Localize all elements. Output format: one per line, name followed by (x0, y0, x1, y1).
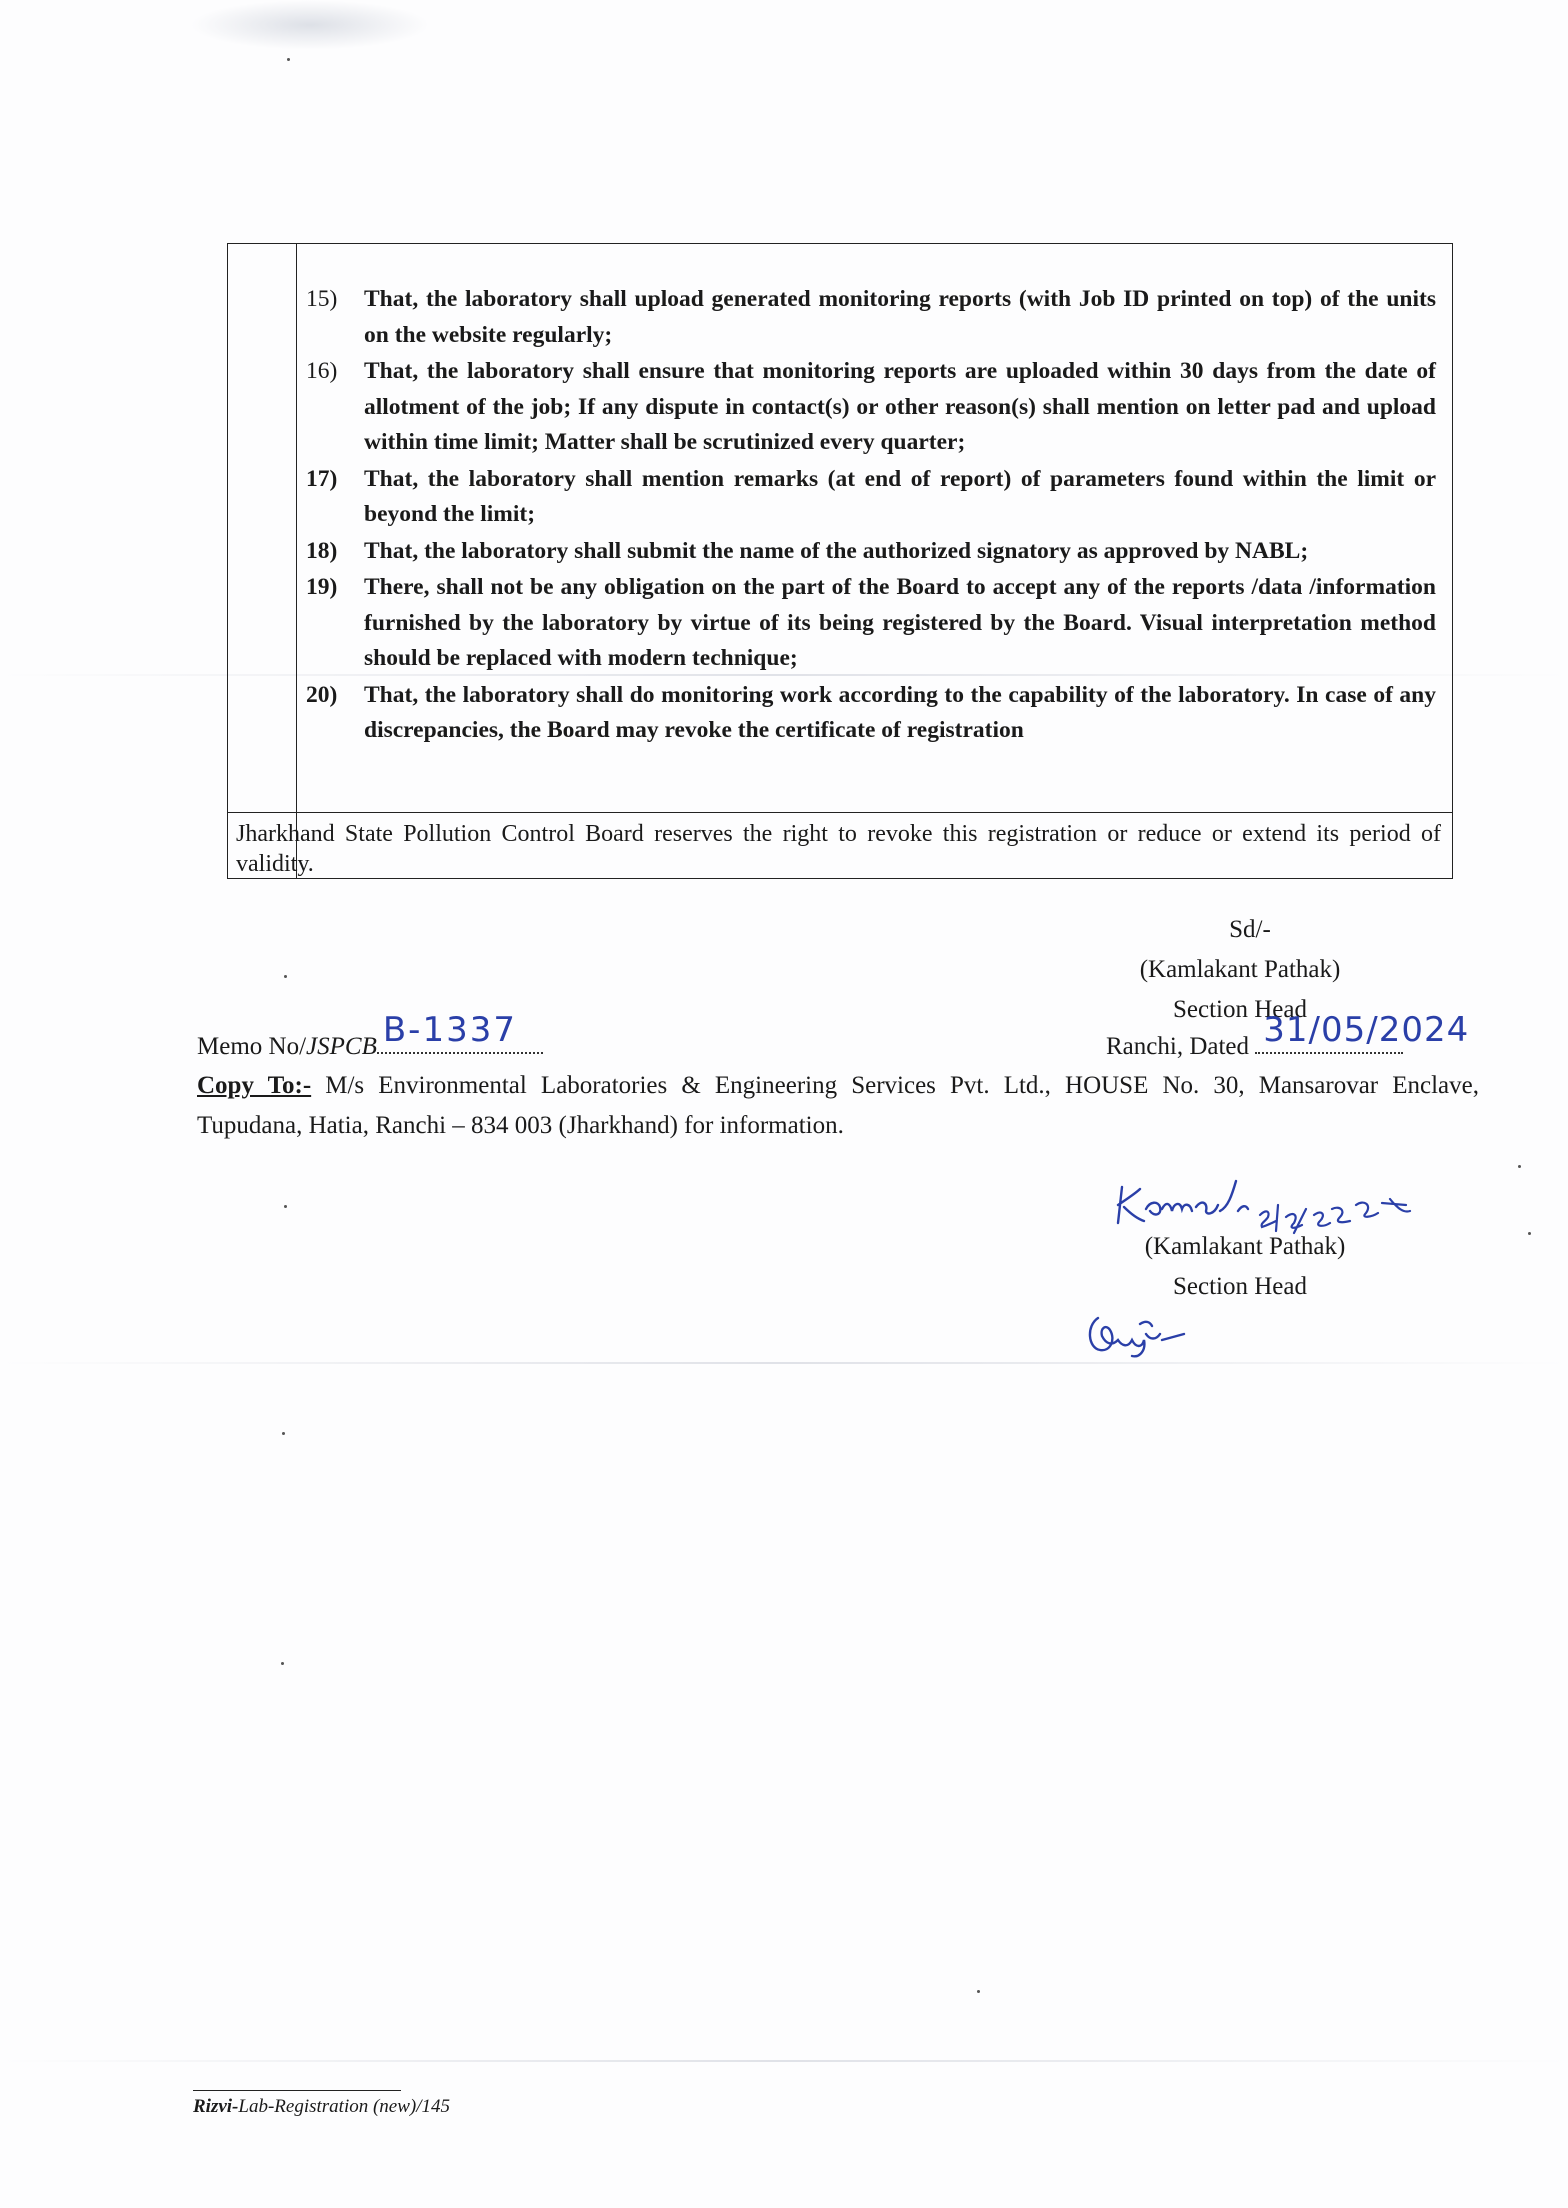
footer-reference (193, 2096, 450, 2118)
footer-ref: Lab-Registration (new)/145 (238, 2096, 451, 2117)
condition-text: That, the laboratory shall ensure that monitoring reports are uploaded within 30 days from the date of allotment of the job; If any dispute in contact(s) or other reason(s) shall mention on letter pad and upload within time limit; Matter shall be scrutinized every quarter; (364, 358, 1436, 455)
paper-fold (0, 2060, 1568, 2062)
condition-text: That, the laboratory shall submit the name of the authorized signatory as approved by NABL; (364, 537, 1309, 564)
scan-speck (284, 1205, 287, 1208)
copy-to-paragraph (197, 1066, 1479, 1146)
table-column-divider (296, 244, 297, 878)
condition-number: 15) (306, 286, 338, 312)
scan-speck (282, 1432, 285, 1435)
condition-number: 20) (306, 681, 338, 708)
condition-item (306, 354, 1436, 461)
condition-item (306, 462, 1436, 533)
copy-to-label: Copy To:- (197, 1072, 312, 1099)
scan-speck (977, 1990, 980, 1993)
paper-shade (190, 0, 430, 50)
scan-speck (1518, 1165, 1521, 1168)
footer-rule (193, 2090, 401, 2091)
memo-number-line (197, 1010, 543, 1065)
handwritten-initials (1080, 1300, 1190, 1370)
signatory-name: (Kamlakant Pathak) (1139, 956, 1341, 983)
signatory-designation: Section Head (1173, 996, 1307, 1023)
scan-speck (287, 58, 290, 61)
condition-number: 17) (306, 465, 338, 492)
memo-number-field (377, 1010, 543, 1054)
dated-prefix: Ranchi, Dated (1106, 1033, 1256, 1060)
copy-to-text: M/s Environmental Laboratories & Engineering Services Pvt. Ltd., HOUSE No. 30, Mansarovar Enclave, Tupudana, Hatia, Ranchi – 834 003 (Jharkhand) for information. (197, 1072, 1479, 1139)
dated-line (1106, 1010, 1470, 1065)
date-handwritten: 31/05/2024 (1263, 1010, 1470, 1050)
signatory-designation-2: Section Head (1173, 1273, 1307, 1300)
condition-item (306, 534, 1436, 570)
scan-speck (1528, 1232, 1531, 1235)
condition-number: 19) (306, 574, 338, 600)
table-row-divider (228, 812, 1452, 813)
condition-text: There, shall not be any obligation on the part of the Board to accept any of the reports /data /information furnished by the laboratory by virtue of its being registered by the Board. Visual interpretation method should be replaced with modern technique; (364, 574, 1436, 671)
sd-mark: Sd/- (1229, 916, 1271, 943)
memo-office: JSPCB (306, 1033, 377, 1060)
conditions-list (306, 282, 1436, 750)
signatory-name-2: (Kamlakant Pathak) (1144, 1233, 1346, 1260)
condition-item (306, 570, 1436, 677)
condition-text: That, the laboratory shall mention remarks (at end of report) of parameters found within the limit or beyond the limit; (364, 465, 1436, 527)
paper-fold (0, 1362, 1568, 1364)
condition-text: That, the laboratory shall upload generated monitoring reports (with Job ID printed on top) of the units on the website regularly; (364, 286, 1436, 348)
condition-number: 18) (306, 537, 338, 564)
reservation-note: Jharkhand State Pollution Control Board reserves the right to revoke this registration or reduce or extend its period of validity. (236, 821, 1441, 877)
condition-number: 16) (306, 358, 338, 384)
conditions-table (227, 243, 1453, 879)
scan-speck (281, 1662, 284, 1665)
condition-text: That, the laboratory shall do monitoring work according to the capability of the laboratory. In case of any discrepancies, the Board may revoke the certificate of registration (364, 681, 1436, 743)
condition-item (306, 282, 1436, 353)
handwritten-signature (1110, 1175, 1430, 1235)
scan-speck (284, 975, 287, 978)
memo-number-handwritten: B-1337 (382, 1010, 517, 1050)
footer-author: Rizvi- (193, 2096, 239, 2117)
memo-prefix: Memo No/ (197, 1033, 307, 1060)
condition-item (306, 678, 1436, 749)
date-field (1255, 1010, 1470, 1054)
